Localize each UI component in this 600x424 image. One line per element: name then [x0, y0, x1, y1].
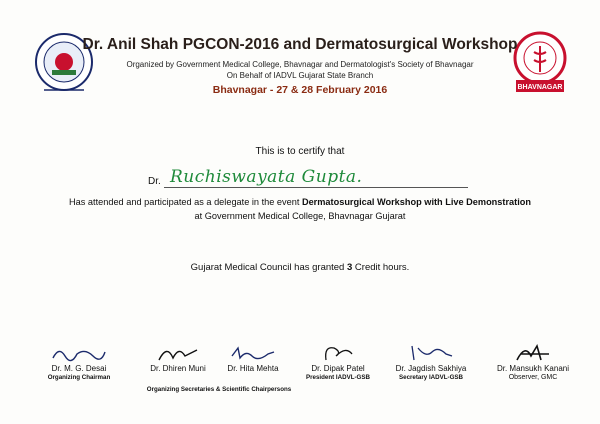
shared-role-caption [140, 385, 298, 393]
credit-text-post: Credit hours. [352, 262, 410, 273]
signature-block-mehta [220, 342, 286, 373]
signatory-role: Organizing Chairman [47, 374, 111, 381]
credit-hours: 3 [346, 262, 353, 273]
venue-dates: Bhavnagar - 27 & 28 February 2016 [212, 84, 388, 96]
name-underline [164, 187, 468, 188]
certify-text: This is to certify that [255, 146, 345, 157]
signature-scribble [511, 342, 555, 364]
signatory-role: Observer, GMC [508, 374, 558, 381]
shared-role: Organizing Secretaries & Scientific Chairpersons [146, 386, 292, 393]
signature-block-kanani [486, 342, 580, 381]
signatory-name: Dr. M. G. Desai [51, 364, 107, 373]
organizer-line-2: On Behalf of IADVL Gujarat State Branch [226, 71, 374, 80]
signature-scribble [153, 342, 203, 364]
signature-scribble [228, 342, 278, 364]
credit-line [0, 262, 600, 273]
signatory-name: Dr. Mansukh Kanani [496, 364, 570, 373]
signatory-name: Dr. Jagdish Sakhiya [395, 364, 467, 373]
signature-scribble [318, 342, 358, 364]
gmc-banner-text: BHAVNAGAR [517, 84, 563, 91]
recipient-name: Ruchiswayata Gupta. [170, 167, 363, 187]
recipient-line [148, 168, 468, 190]
organizer-line-1: Organized by Government Medical College, Bhavnagar and Dermatologist's Society of Bhavnagar [126, 60, 474, 69]
signature-block-desai [38, 342, 120, 381]
signatory-name: Dr. Dhiren Muni [150, 364, 206, 373]
attendance-line-2: at Government Medical College, Bhavnagar Gujarat [194, 211, 406, 221]
attendance-line-1 [0, 197, 600, 207]
signatory-name: Dr. Dipak Patel [311, 364, 365, 373]
signatory-role: President IADVL-GSB [306, 374, 370, 381]
dr-prefix: Dr. [148, 176, 161, 187]
signature-block-patel [302, 342, 374, 381]
signature-block-muni [146, 342, 210, 373]
credit-text-pre: Gujarat Medical Council has granted [190, 262, 347, 273]
signatory-name: Dr. Hita Mehta [227, 364, 279, 373]
attendance-text: Has attended and participated as a delegate in the event [69, 197, 302, 207]
signature-scribble [406, 342, 456, 364]
signature-block-sakhiya [390, 342, 472, 381]
certificate-title: Dr. Anil Shah PGCON-2016 and Dermatosurgical Workshop [82, 36, 518, 53]
signatory-role: Secretary IADVL-GSB [399, 374, 463, 381]
event-name: Dermatosurgical Workshop with Live Demonstration [301, 197, 531, 207]
signature-scribble [49, 342, 109, 364]
